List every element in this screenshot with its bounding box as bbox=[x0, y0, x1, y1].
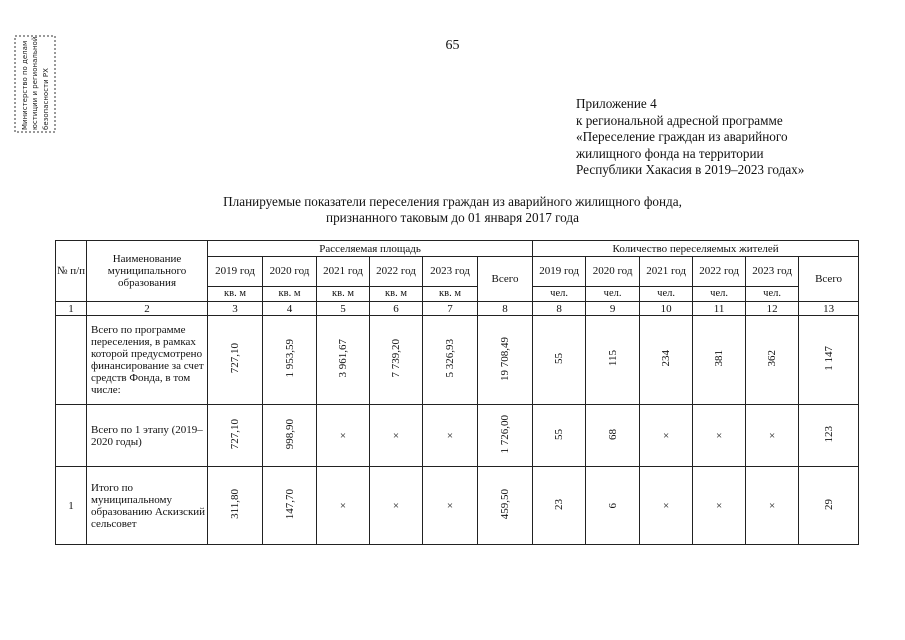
area-total-cell bbox=[478, 467, 533, 545]
people-total: 1 147 bbox=[822, 346, 835, 371]
area-total-cell bbox=[478, 405, 533, 467]
area-value: 7 739,20 bbox=[390, 339, 402, 378]
title-line-1: Планируемые показатели переселения граждан из аварийного жилищного фонда, bbox=[223, 194, 682, 209]
people-value-cell: × bbox=[693, 405, 746, 467]
area-value: 1 953,59 bbox=[283, 339, 296, 378]
area-total-cell bbox=[478, 316, 533, 405]
area-value-cell bbox=[263, 467, 317, 545]
header-year: 2019 год bbox=[533, 257, 586, 287]
area-value: 3 961,67 bbox=[337, 339, 349, 378]
col-number: 7 bbox=[423, 302, 478, 316]
area-value-cell: × bbox=[423, 405, 478, 467]
area-value: 311,80 bbox=[229, 489, 241, 519]
area-value-cell: × bbox=[317, 405, 370, 467]
people-value: 55 bbox=[553, 428, 566, 440]
unit-area: кв. м bbox=[208, 287, 263, 302]
header-year: 2020 год bbox=[586, 257, 640, 287]
col-number: 5 bbox=[317, 302, 370, 316]
people-value: 381 bbox=[713, 350, 726, 367]
unit-people: чел. bbox=[586, 287, 640, 302]
area-total: 19 708,49 bbox=[499, 336, 512, 381]
document-title bbox=[0, 194, 905, 226]
registration-stamp bbox=[13, 34, 57, 134]
area-value-cell: × bbox=[423, 467, 478, 545]
header-people-group: Количество переселяемых жителей bbox=[533, 241, 859, 257]
people-total-cell bbox=[799, 405, 859, 467]
people-total: 123 bbox=[822, 425, 835, 443]
appendix-line: Приложение 4 bbox=[576, 96, 657, 111]
table-row bbox=[56, 467, 859, 545]
col-number: 9 bbox=[586, 302, 640, 316]
resettlement-table bbox=[55, 240, 859, 545]
row-num bbox=[56, 405, 87, 467]
unit-area: кв. м bbox=[263, 287, 317, 302]
col-number: 1 bbox=[56, 302, 87, 316]
people-value: 115 bbox=[606, 350, 619, 367]
col-number: 10 bbox=[640, 302, 693, 316]
unit-area: кв. м bbox=[423, 287, 478, 302]
header-total: Всего bbox=[799, 257, 859, 302]
row-name: Всего по программе переселения, в рамках которой предусмотрено финансирование за счет средств Фонда, в том числе: bbox=[87, 316, 208, 405]
header-year: 2020 год bbox=[263, 257, 317, 287]
people-value: 68 bbox=[606, 428, 619, 440]
people-value: 234 bbox=[660, 350, 673, 367]
people-total-cell bbox=[799, 316, 859, 405]
area-value: 727,10 bbox=[229, 343, 241, 374]
area-value-cell bbox=[263, 316, 317, 405]
col-number: 3 bbox=[208, 302, 263, 316]
header-total: Всего bbox=[478, 257, 533, 302]
area-value: 147,70 bbox=[283, 488, 296, 520]
area-value-cell bbox=[208, 467, 263, 545]
people-value-cell bbox=[533, 316, 586, 405]
area-value-cell: × bbox=[370, 467, 423, 545]
row-name: Всего по 1 этапу (2019–2020 годы) bbox=[87, 405, 208, 467]
people-value-cell bbox=[640, 316, 693, 405]
col-number: 6 bbox=[370, 302, 423, 316]
people-value-cell bbox=[533, 467, 586, 545]
row-name: Итого по муниципальному образованию Аскизский сельсовет bbox=[87, 467, 208, 545]
stamp-line-3: безопасности РХ bbox=[42, 68, 50, 130]
unit-people: чел. bbox=[640, 287, 693, 302]
area-value-cell: × bbox=[370, 405, 423, 467]
appendix-line: «Переселение граждан из аварийного bbox=[576, 129, 788, 145]
people-value-cell bbox=[586, 316, 640, 405]
table-row bbox=[56, 316, 859, 405]
area-value-cell: × bbox=[317, 467, 370, 545]
people-value-cell bbox=[586, 467, 640, 545]
column-numbers-row bbox=[56, 302, 859, 316]
area-value: 998,90 bbox=[283, 418, 296, 450]
appendix-line: к региональной адресной программе bbox=[576, 112, 783, 128]
appendix-line: жилищного фонда на территории bbox=[576, 145, 764, 161]
stamp-line-1: Министерство по делам bbox=[21, 40, 29, 130]
unit-people: чел. bbox=[533, 287, 586, 302]
people-value-cell bbox=[586, 405, 640, 467]
area-value-cell bbox=[370, 316, 423, 405]
header-year: 2022 год bbox=[693, 257, 746, 287]
stamp-line-2: юстиции и региональной bbox=[31, 36, 39, 130]
area-value: 5 326,93 bbox=[444, 339, 456, 378]
area-value-cell bbox=[208, 316, 263, 405]
header-num: № п/п bbox=[56, 241, 87, 302]
area-value-cell bbox=[317, 316, 370, 405]
col-number: 13 bbox=[799, 302, 859, 316]
people-value: 55 bbox=[553, 353, 566, 364]
people-value: 362 bbox=[766, 350, 779, 367]
row-num: 1 bbox=[56, 467, 87, 545]
col-number: 2 bbox=[87, 302, 208, 316]
unit-area: кв. м bbox=[370, 287, 423, 302]
header-name: Наименование муниципального образования bbox=[87, 241, 208, 302]
people-value-cell bbox=[533, 405, 586, 467]
area-total: 1 726,00 bbox=[499, 414, 512, 454]
area-value-cell bbox=[263, 405, 317, 467]
header-area-group: Расселяемая площадь bbox=[208, 241, 533, 257]
header-year: 2022 год bbox=[370, 257, 423, 287]
area-value-cell bbox=[423, 316, 478, 405]
people-value: 6 bbox=[606, 503, 619, 509]
header-year: 2023 год bbox=[746, 257, 799, 287]
row-num bbox=[56, 316, 87, 405]
appendix-line: Республики Хакасия в 2019–2023 годах» bbox=[576, 162, 805, 178]
unit-area: кв. м bbox=[317, 287, 370, 302]
col-number: 4 bbox=[263, 302, 317, 316]
people-value-cell: × bbox=[640, 467, 693, 545]
area-total: 459,50 bbox=[499, 488, 512, 520]
title-line-2: признанного таковым до 01 января 2017 года bbox=[326, 210, 579, 225]
appendix-heading bbox=[576, 96, 804, 179]
page-number: 65 bbox=[445, 38, 460, 53]
col-number: 8 bbox=[478, 302, 533, 316]
unit-people: чел. bbox=[746, 287, 799, 302]
people-total-cell bbox=[799, 467, 859, 545]
table-row bbox=[56, 405, 859, 467]
unit-people: чел. bbox=[693, 287, 746, 302]
col-number: 12 bbox=[746, 302, 799, 316]
people-value-cell: × bbox=[693, 467, 746, 545]
people-value-cell: × bbox=[640, 405, 693, 467]
people-value-cell: × bbox=[746, 467, 799, 545]
header-year: 2019 год bbox=[208, 257, 263, 287]
header-year: 2021 год bbox=[640, 257, 693, 287]
people-value-cell bbox=[693, 316, 746, 405]
col-number: 8 bbox=[533, 302, 586, 316]
people-total: 29 bbox=[822, 498, 835, 510]
area-value-cell bbox=[208, 405, 263, 467]
people-value: 23 bbox=[553, 498, 566, 510]
area-value: 727,10 bbox=[229, 418, 241, 450]
col-number: 11 bbox=[693, 302, 746, 316]
people-value-cell: × bbox=[746, 405, 799, 467]
header-year: 2021 год bbox=[317, 257, 370, 287]
people-value-cell bbox=[746, 316, 799, 405]
header-year: 2023 год bbox=[423, 257, 478, 287]
